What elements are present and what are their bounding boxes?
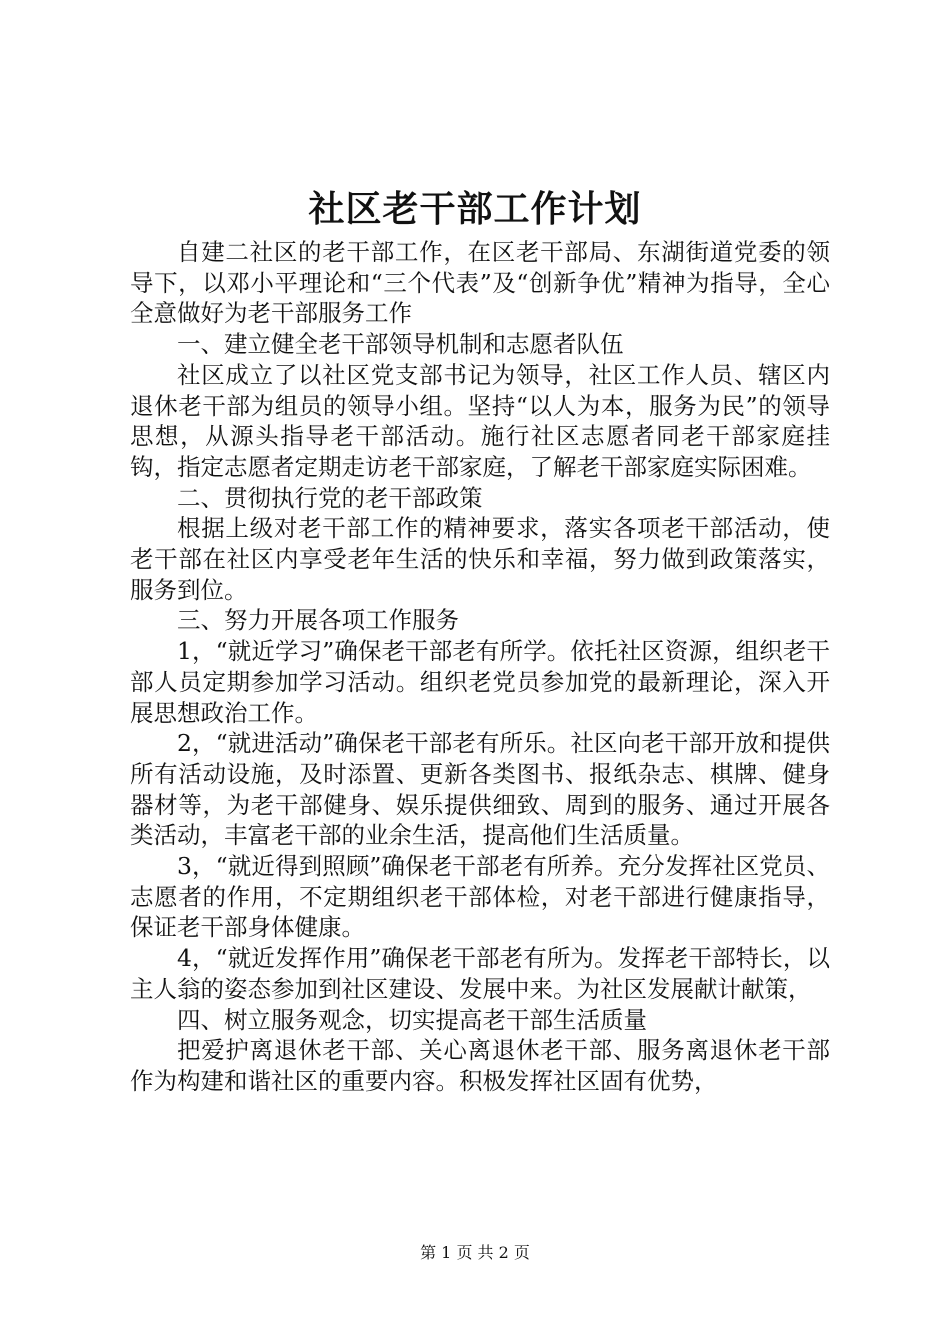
- paragraph-intro: 自建二社区的老干部工作，在区老干部局、东湖街道党委的领导下，以邓小平理论和“三个代表”及“创新争优”精神为指导，全心全意做好为老干部服务工作: [130, 238, 830, 328]
- list-item: 3，“就近得到照顾”确保老干部老有所养。充分发挥社区党员、志愿者的作用，不定期组织老干部体检，对老干部进行健康指导，保证老干部身体健康。: [130, 852, 830, 942]
- section-heading-3: 三、努力开展各项工作服务: [177, 606, 459, 635]
- list-item: 1，“就近学习”确保老干部老有所学。依托社区资源，组织老干部人员定期参加学习活动。组织老党员参加党的最新理论，深入开展思想政治工作。: [130, 637, 830, 727]
- document-body: [130, 237, 830, 1097]
- list-item: 4，“就近发挥作用”确保老干部老有所为。发挥老干部特长，以主人翁的姿态参加到社区建设、发展中来。为社区发展献计献策，: [130, 944, 830, 1003]
- section-heading-2: 二、贯彻执行党的老干部政策: [177, 483, 483, 512]
- paragraph: 根据上级对老干部工作的精神要求，落实各项老干部活动，使老干部在社区内享受老年生活的快乐和幸福，努力做到政策落实，服务到位。: [130, 514, 830, 604]
- paragraph: 把爱护离退休老干部、关心离退休老干部、服务离退休老干部作为构建和谐社区的重要内容。积极发挥社区固有优势，: [130, 1036, 830, 1095]
- section-heading-1: 一、建立健全老干部领导机制和志愿者队伍: [177, 330, 624, 359]
- document-title: 社区老干部工作计划: [308, 188, 642, 230]
- page-footer: 第 1 页 共 2 页: [420, 1243, 530, 1262]
- paragraph: 社区成立了以社区党支部书记为领导，社区工作人员、辖区内退休老干部为组员的领导小组。坚持“以人为本，服务为民”的领导思想，从源头指导老干部活动。施行社区志愿者同老干部家庭挂钩，指定志愿者定期走访老干部家庭，了解老干部家庭实际困难。: [130, 360, 830, 481]
- list-item: 2，“就进活动”确保老干部老有所乐。社区向老干部开放和提供所有活动设施，及时添置、更新各类图书、报纸杂志、棋牌、健身器材等，为老干部健身、娱乐提供细致、周到的服务、通过开展各类活动，丰富老干部的业余生活，提高他们生活质量。: [130, 729, 830, 850]
- section-heading-4: 四、树立服务观念，切实提高老干部生活质量: [177, 1005, 647, 1034]
